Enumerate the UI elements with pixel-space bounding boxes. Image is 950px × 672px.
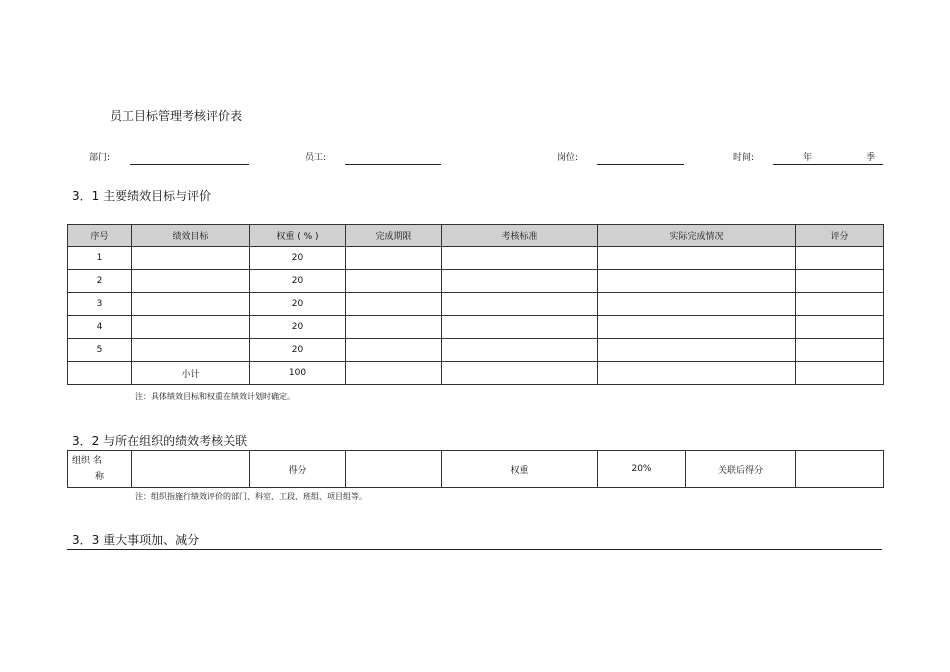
subtotal-empty-cell xyxy=(68,362,132,385)
section-1-note: 注：具体绩效目标和权重在绩效计划时确定。 xyxy=(135,392,295,401)
col-header-weight: 权重 ( % ) xyxy=(250,225,346,247)
org-name-label-line-2: 称 xyxy=(94,472,104,482)
deadline-cell[interactable] xyxy=(346,362,442,385)
weight-cell: 20 xyxy=(250,339,346,362)
deadline-cell[interactable] xyxy=(346,293,442,316)
actual-cell[interactable] xyxy=(598,293,796,316)
deadline-cell[interactable] xyxy=(346,339,442,362)
col-header-actual: 实际完成情况 xyxy=(598,225,796,247)
row-no: 2 xyxy=(68,270,132,293)
post-field[interactable] xyxy=(597,164,684,165)
weight-cell: 20 xyxy=(250,247,346,270)
section-3-divider xyxy=(67,549,882,550)
linked-score-cell[interactable] xyxy=(796,451,884,488)
subtotal-label: 小计 xyxy=(132,362,250,385)
season-label: 季 xyxy=(866,153,876,163)
deadline-cell[interactable] xyxy=(346,316,442,339)
row-no: 5 xyxy=(68,339,132,362)
score-cell[interactable] xyxy=(796,339,884,362)
table-row xyxy=(68,247,884,270)
department-field[interactable] xyxy=(130,164,249,165)
org-score-cell[interactable] xyxy=(346,451,442,488)
col-header-deadline: 完成期限 xyxy=(346,225,442,247)
weight-cell: 20 xyxy=(250,293,346,316)
score-cell[interactable] xyxy=(796,293,884,316)
deadline-cell[interactable] xyxy=(346,270,442,293)
score-cell[interactable] xyxy=(796,270,884,293)
weight-value: 20% xyxy=(598,451,686,488)
table-header-row xyxy=(68,225,884,247)
employee-label: 员工: xyxy=(305,153,327,163)
deadline-cell[interactable] xyxy=(346,247,442,270)
table-row xyxy=(68,316,884,339)
subtotal-weight: 100 xyxy=(250,362,346,385)
org-name-label xyxy=(68,451,132,488)
linked-score-label: 关联后得分 xyxy=(686,451,796,488)
post-label: 岗位: xyxy=(557,153,579,163)
time-field[interactable] xyxy=(773,164,883,165)
section-1-heading: 3．1 主要绩效目标与评价 xyxy=(72,189,212,203)
org-name-cell[interactable] xyxy=(132,451,250,488)
actual-cell[interactable] xyxy=(598,270,796,293)
actual-cell[interactable] xyxy=(598,247,796,270)
subtotal-row xyxy=(68,362,884,385)
org-linkage-table xyxy=(67,450,884,488)
department-label: 部门: xyxy=(89,153,111,163)
employee-field[interactable] xyxy=(345,164,441,165)
criteria-cell[interactable] xyxy=(442,270,598,293)
actual-cell[interactable] xyxy=(598,362,796,385)
time-label: 时间: xyxy=(733,153,755,163)
performance-goals-table xyxy=(67,224,884,385)
goal-cell[interactable] xyxy=(132,339,250,362)
col-header-criteria: 考核标准 xyxy=(442,225,598,247)
org-linkage-row xyxy=(68,451,884,488)
goal-cell[interactable] xyxy=(132,293,250,316)
table-row xyxy=(68,339,884,362)
section-2-note: 注：组织指施行绩效评价的部门、科室、工段、班组、项目组等。 xyxy=(135,492,367,501)
score-cell[interactable] xyxy=(796,316,884,339)
year-label: 年 xyxy=(803,153,813,163)
col-header-score: 评分 xyxy=(796,225,884,247)
col-header-goal: 绩效目标 xyxy=(132,225,250,247)
goal-cell[interactable] xyxy=(132,270,250,293)
org-name-label-line-1: 组织 名 xyxy=(72,456,102,466)
weight-cell: 20 xyxy=(250,316,346,339)
actual-cell[interactable] xyxy=(598,339,796,362)
document-title: 员工目标管理考核评价表 xyxy=(110,109,243,123)
section-3-heading: 3．3 重大事项加、减分 xyxy=(72,533,200,547)
score-cell[interactable] xyxy=(796,247,884,270)
table-row xyxy=(68,270,884,293)
actual-cell[interactable] xyxy=(598,316,796,339)
goal-cell[interactable] xyxy=(132,247,250,270)
score-cell[interactable] xyxy=(796,362,884,385)
criteria-cell[interactable] xyxy=(442,247,598,270)
section-2-heading: 3．2 与所在组织的绩效考核关联 xyxy=(72,434,248,448)
row-no: 3 xyxy=(68,293,132,316)
criteria-cell[interactable] xyxy=(442,339,598,362)
row-no: 4 xyxy=(68,316,132,339)
col-header-no: 序号 xyxy=(68,225,132,247)
criteria-cell[interactable] xyxy=(442,316,598,339)
goal-cell[interactable] xyxy=(132,316,250,339)
criteria-cell[interactable] xyxy=(442,362,598,385)
score-label: 得分 xyxy=(250,451,346,488)
table-row xyxy=(68,293,884,316)
weight-cell: 20 xyxy=(250,270,346,293)
criteria-cell[interactable] xyxy=(442,293,598,316)
row-no: 1 xyxy=(68,247,132,270)
weight-label: 权重 xyxy=(442,451,598,488)
